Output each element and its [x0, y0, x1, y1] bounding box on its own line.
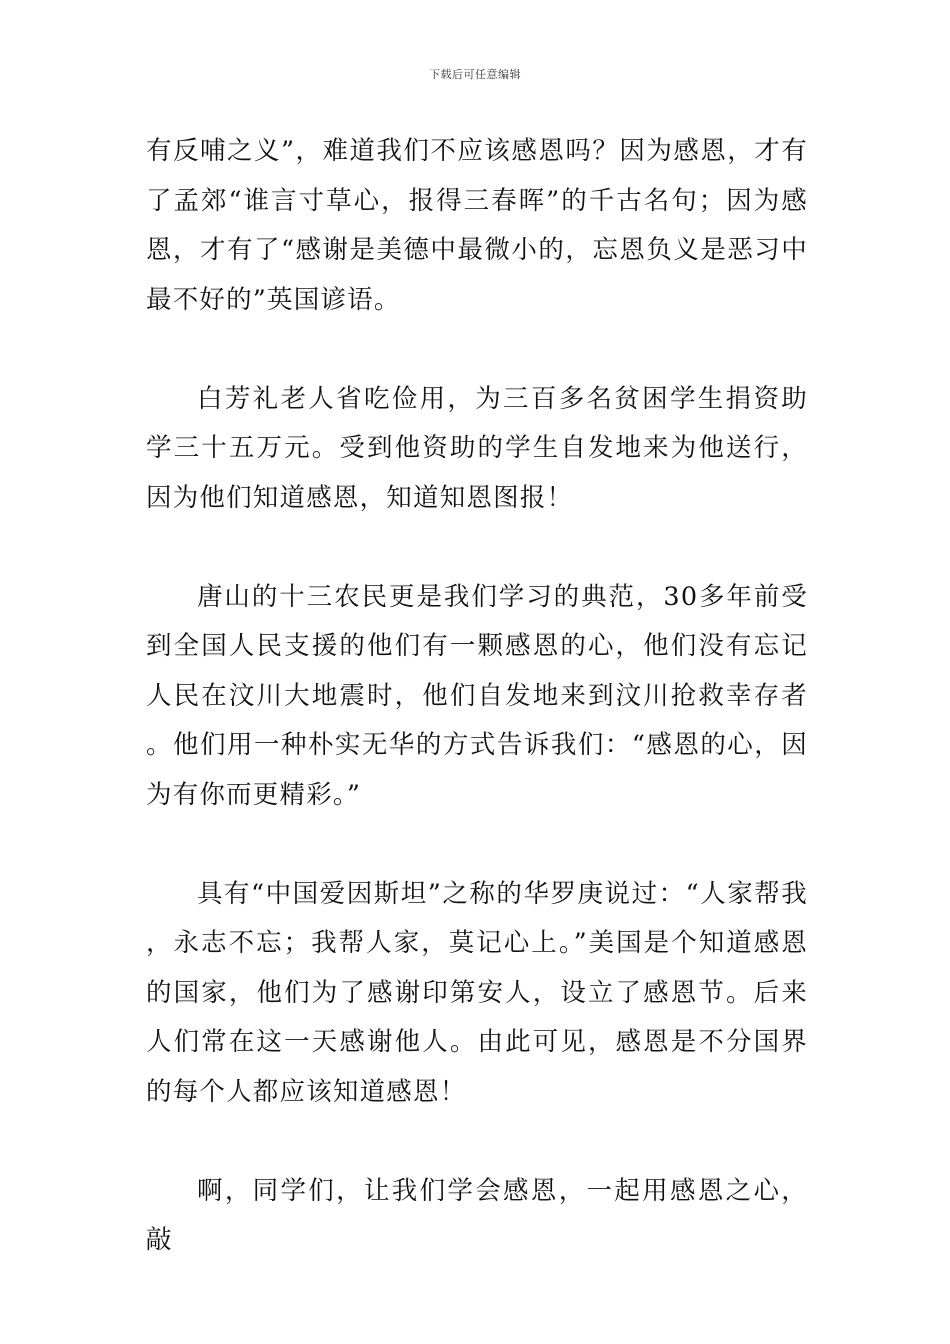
paragraph-1: 有反哺之义”，难道我们不应该感恩吗？因为感恩，才有了孟郊“谁言寸草心，报得三春晖”的千古名句；因为感恩，才有了“感谢是美德中最微小的，忘恩负义是恶习中最不好的”英国谚语。 — [146, 136, 808, 315]
paragraph-5: 啊，同学们，让我们学会感恩，一起用感恩之心，敲 — [146, 1175, 808, 1255]
paragraph-4: 具有“中国爱因斯坦”之称的华罗庚说过：“人家帮我，永志不忘；我帮人家，莫记心上。”美国是个知道感恩的国家，他们为了感谢印第安人，设立了感恩节。后来人们常在这一天感谢他人。由此可见，感恩是不分国界的每个人都应该知道感恩！ — [146, 878, 808, 1107]
paragraph-2: 白芳礼老人省吃俭用，为三百多名贫困学生捐资助学三十五万元。受到他资助的学生自发地来为他送行，因为他们知道感恩，知道知恩图报！ — [146, 383, 808, 513]
document-body — [146, 127, 808, 1266]
paragraph-3: 唐山的十三农民更是我们学习的典范，30多年前受到全国人民支援的他们有一颗感恩的心，他们没有忘记人民在汶川大地震时，他们自发地来到汶川抢救幸存者。他们用一种朴实无华的方式告诉我们：“感恩的心，因为有你而更精彩。” — [146, 581, 808, 810]
page-header: 下载后可任意编辑 — [429, 68, 521, 81]
